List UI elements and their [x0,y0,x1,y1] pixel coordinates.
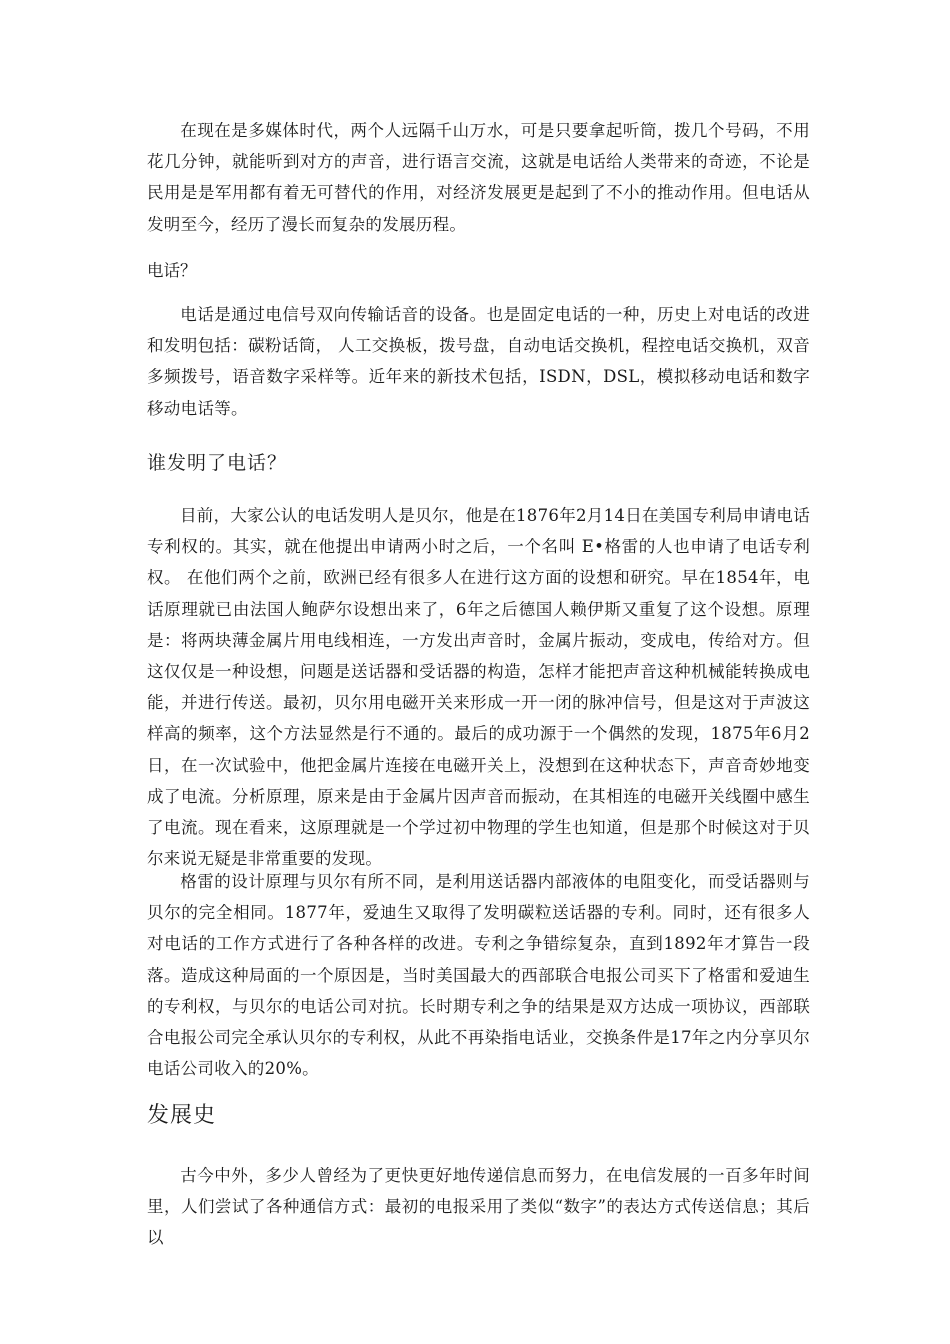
bell-paragraph [147,500,810,874]
heading-who-invented: 谁发明了电话？ [147,452,288,474]
intro-text: 在现在是多媒体时代，两个人远隔千山万水，可是只要拿起听筒，拨几个号码，不用花几分钟，就能听到对方的声音，进行语言交流，这就是电话给人类带来的奇迹，不论是民用是是军用都有着无可替代的作用，对经济发展更是起到了不小的推动作用。但电话从发明至今，经历了漫长而复杂的发展历程。 [147,121,810,234]
heading-what-is-telephone: 电话？ [147,261,197,280]
gray-paragraph [147,866,810,1084]
gray-text: 格雷的设计原理与贝尔有所不同，是利用送话器内部液体的电阻变化，而受话器则与贝尔的完全相同。1877年，爱迪生又取得了发明碳粒送话器的专利。同时，还有很多人对电话的工作方式进行了各种各样的改进。专利之争错综复杂，直到1892年才算告一段落。造成这种局面的一个原因是，当时美国最大的西部联合电报公司买下了格雷和爱迪生的专利权，与贝尔的电话公司对抗。长时期专利之争的结果是双方达成一项协议，西部联合电报公司完全承认贝尔的专利权，从此不再染指电话业，交换条件是17年之内分享贝尔电话公司收入的20%。 [147,872,810,1079]
history-text: 古今中外，多少人曾经为了更快更好地传递信息而努力，在电信发展的一百多年时间里，人们尝试了各种通信方式：最初的电报采用了类似“数字”的表达方式传送信息；其后以 [147,1166,810,1248]
telephone-definition-text: 电话是通过电信号双向传输话音的设备。也是固定电话的一种，历史上对电话的改进和发明包括：碳粉话筒， 人工交换板，拨号盘，自动电话交换机，程控电话交换机，双音多频拨号，语音数字采样等。近年来的新技术包括，ISDN，DSL，模拟移动电话和数字移动电话等。 [147,305,810,418]
bell-text: 目前，大家公认的电话发明人是贝尔，他是在1876年2月14日在美国专利局申请电话专利权的。其实，就在他提出申请两小时之后，一个名叫 E•格雷的人也申请了电话专利权。 在他们两个之前，欧洲已经有很多人在进行这方面的设想和研究。早在1854年，电话原理就已由法国人鲍萨尔设想出来了，6年之后德国人赖伊斯又重复了这个设想。原理是：将两块薄金属片用电线相连，一方发出声音时，金属片振动，变成电，传给对方。但这仅仅是一种设想，问题是送话器和受话器的构造，怎样才能把声音这种机械能转换成电能，并进行传送。最初，贝尔用电磁开关来形成一开一闭的脉冲信号，但是这对于声波这样高的频率，这个方法显然是行不通的。最后的成功源于一个偶然的发现，1875年6月2日，在一次试验中，他把金属片连接在电磁开关上，没想到在这种状态下，声音奇妙地变成了电流。分析原理，原来是由于金属片因声音而振动，在其相连的电磁开关线圈中感生了电流。现在看来，这原理就是一个学过初中物理的学生也知道，但是那个时候这对于贝尔来说无疑是非常重要的发现。 [147,506,810,869]
telephone-definition-paragraph [147,299,810,424]
heading-history: 发展史 [147,1103,217,1128]
history-paragraph [147,1160,810,1254]
intro-paragraph [147,115,810,240]
